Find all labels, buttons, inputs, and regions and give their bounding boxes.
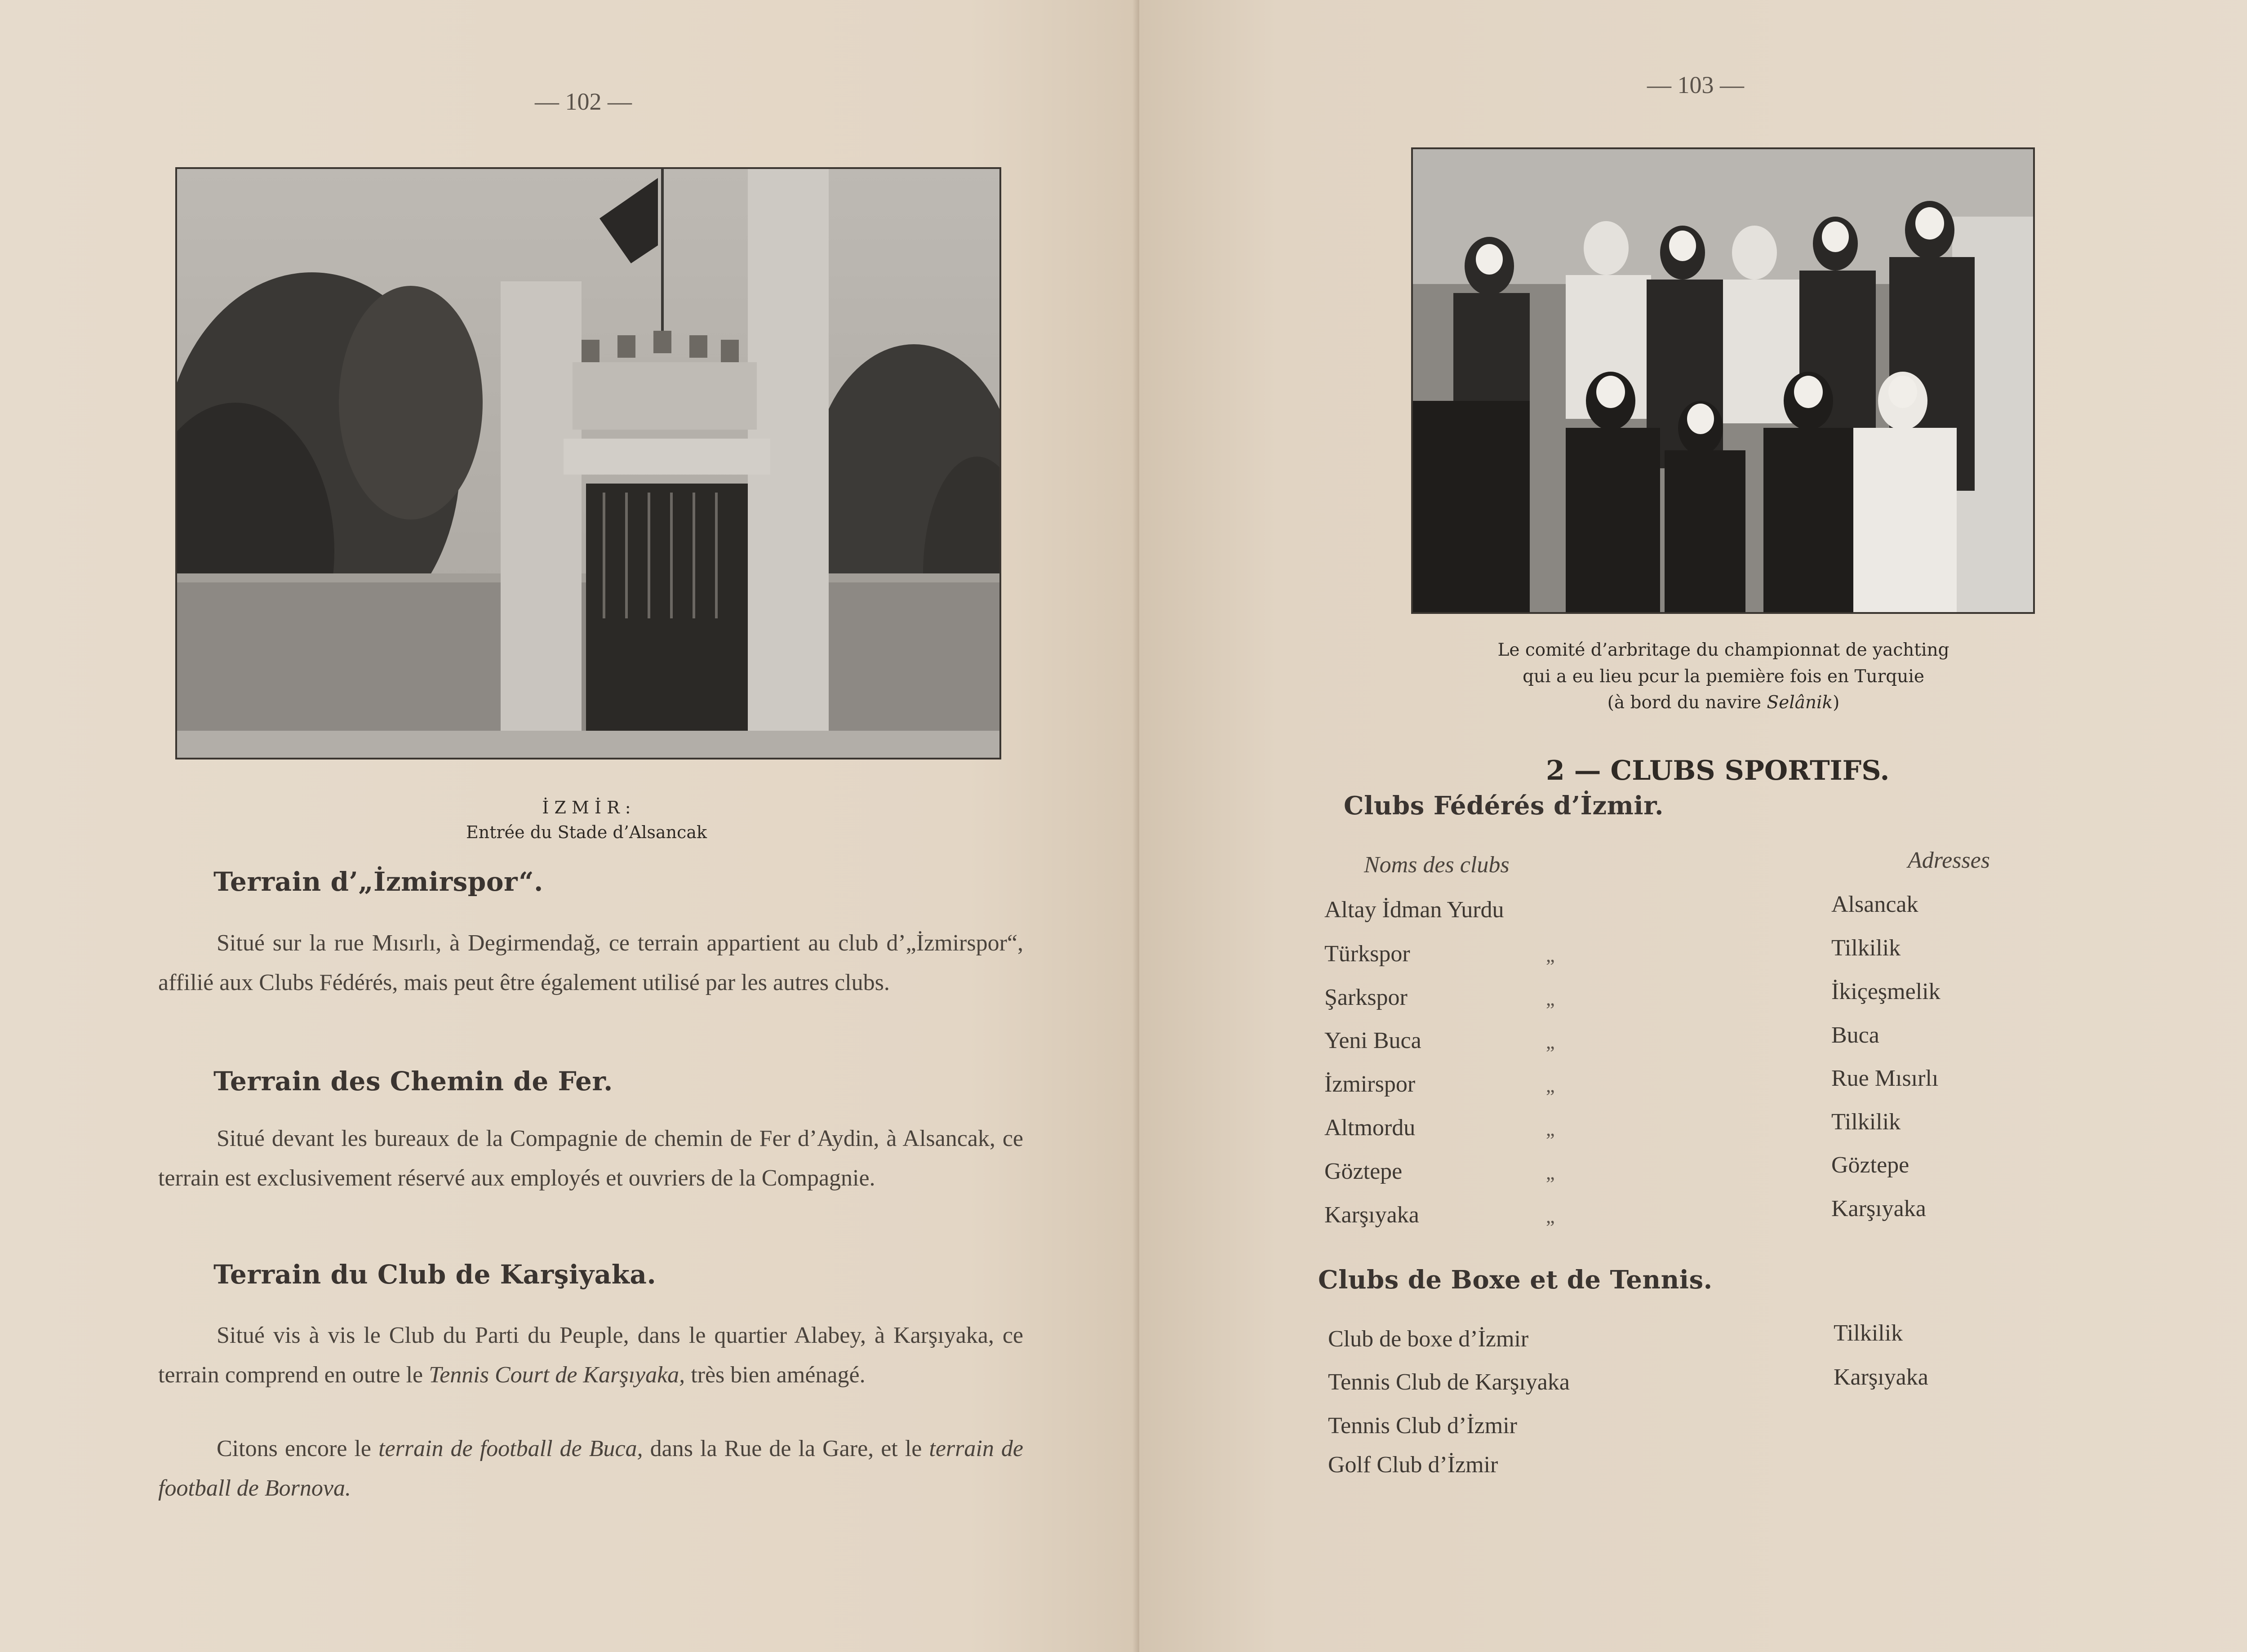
section-text-karsiyaka bbox=[158, 1316, 1023, 1395]
caption-line-3-end: ) bbox=[1833, 693, 1840, 713]
football-text-start: Citons encore le bbox=[217, 1436, 379, 1461]
club-address: Buca bbox=[1831, 1022, 1879, 1048]
stadium-photo-caption bbox=[175, 795, 998, 845]
club-name: Club de boxe d’İzmir bbox=[1328, 1326, 1529, 1352]
section-heading-chemin-de-fer: Terrain des Chemin de Fer. bbox=[213, 1066, 613, 1097]
ditto-mark: „ bbox=[1546, 1205, 1555, 1227]
club-name: Tennis Club d’İzmir bbox=[1328, 1413, 1517, 1439]
right-page bbox=[1139, 0, 2247, 1652]
club-address: Alsancak bbox=[1831, 892, 1918, 917]
ditto-mark: „ bbox=[1546, 1075, 1555, 1097]
yachting-committee-photo bbox=[1411, 147, 2035, 614]
stadium-entrance-photo bbox=[175, 167, 1001, 759]
club-address: Karşıyaka bbox=[1831, 1196, 1926, 1221]
club-address: Göztepe bbox=[1831, 1152, 1910, 1178]
club-name: Karşıyaka bbox=[1324, 1202, 1419, 1228]
club-name: Göztepe bbox=[1324, 1159, 1403, 1184]
ditto-mark: „ bbox=[1546, 1118, 1555, 1140]
caption-ship-name: Selânik bbox=[1767, 693, 1833, 713]
club-name: Golf Club d’İzmir bbox=[1328, 1452, 1498, 1478]
club-address: İkiçeşmelik bbox=[1831, 979, 1941, 1004]
stadium-photo-graphic bbox=[177, 169, 999, 758]
section-heading-izmirspor: Terrain d’„İzmirspor“. bbox=[213, 866, 543, 897]
ditto-mark: „ bbox=[1546, 988, 1555, 1010]
club-name: Altmordu bbox=[1324, 1115, 1416, 1141]
karsiyaka-text-start: Situé vis à vis le Club du Parti du Peuple, dans le quartier Alabey, à Karşıyaka, ce terrain comprend en outre le bbox=[158, 1323, 1023, 1388]
column-header-addresses: Adresses bbox=[1908, 848, 1990, 873]
club-address: Karşıyaka bbox=[1834, 1364, 1928, 1390]
caption-line-2: qui a eu lieu pcur la pıemière fois en Turquie bbox=[1523, 666, 1924, 687]
club-address: Tilkilik bbox=[1831, 1109, 1901, 1135]
caption-line-1: Le comité d’arbritage du championnat de yachting bbox=[1497, 640, 1949, 660]
football-text-mid: dans la Rue de la Gare, et le bbox=[643, 1436, 929, 1461]
karsiyaka-text-end: très bien aménagé. bbox=[685, 1362, 866, 1388]
section-title-clubs-sportifs: 2 — CLUBS SPORTIFS. bbox=[1546, 755, 1890, 786]
section-text-izmirspor: Situé sur la rue Mısırlı, à Degirmendağ, ce terrain appartient au club d’„İzmirspor“, affilié aux Clubs Fédérés, mais peut être également utilisé par les autres clubs. bbox=[158, 930, 1023, 995]
caption-description: Entrée du Stade d’Alsancak bbox=[466, 822, 707, 843]
section-heading-karsiyaka: Terrain du Club de Karşiyaka. bbox=[213, 1259, 657, 1290]
club-address: Tilkilik bbox=[1834, 1320, 1903, 1346]
caption-line-3-start: (à bord du navire bbox=[1607, 693, 1767, 713]
caption-city: İ Z M İ R : bbox=[542, 798, 631, 817]
club-name: İzmirspor bbox=[1324, 1071, 1416, 1097]
club-address: Rue Mısırlı bbox=[1831, 1066, 1939, 1091]
ditto-mark: „ bbox=[1546, 944, 1555, 966]
section-text-chemin-de-fer: Situé devant les bureaux de la Compagnie de chemin de Fer d’Aydin, à Alsancak, ce terrain est exclusivement réservé aux employés et ouvriers de la Compagnie. bbox=[158, 1126, 1023, 1191]
page-number-left: — 102 — bbox=[535, 88, 632, 115]
column-header-club-names: Noms des clubs bbox=[1364, 852, 1510, 878]
section-text-football-grounds bbox=[158, 1429, 1023, 1508]
ditto-mark: „ bbox=[1546, 1162, 1555, 1184]
club-address: Tilkilik bbox=[1831, 935, 1901, 961]
committee-photo-caption bbox=[1404, 637, 2043, 716]
club-name: Altay İdman Yurdu bbox=[1324, 897, 1504, 923]
page-number-right: — 103 — bbox=[1647, 71, 1744, 98]
football-bornova: terrain de football de Bornova. bbox=[158, 1436, 1023, 1501]
club-name: Yeni Buca bbox=[1324, 1028, 1421, 1053]
federated-clubs-heading: Clubs Fédérés d’İzmir. bbox=[1344, 791, 1664, 821]
club-name: Tennis Club de Karşıyaka bbox=[1328, 1369, 1570, 1395]
karsiyaka-tennis-court: Tennis Court de Karşıyaka, bbox=[429, 1362, 685, 1388]
club-name: Türkspor bbox=[1324, 941, 1410, 967]
ditto-mark: „ bbox=[1546, 1031, 1555, 1053]
football-buca: terrain de football de Buca, bbox=[378, 1436, 643, 1461]
committee-photo-graphic bbox=[1413, 149, 2033, 612]
club-name: Şarkspor bbox=[1324, 985, 1408, 1010]
boxing-tennis-heading: Clubs de Boxe et de Tennis. bbox=[1318, 1265, 1713, 1295]
